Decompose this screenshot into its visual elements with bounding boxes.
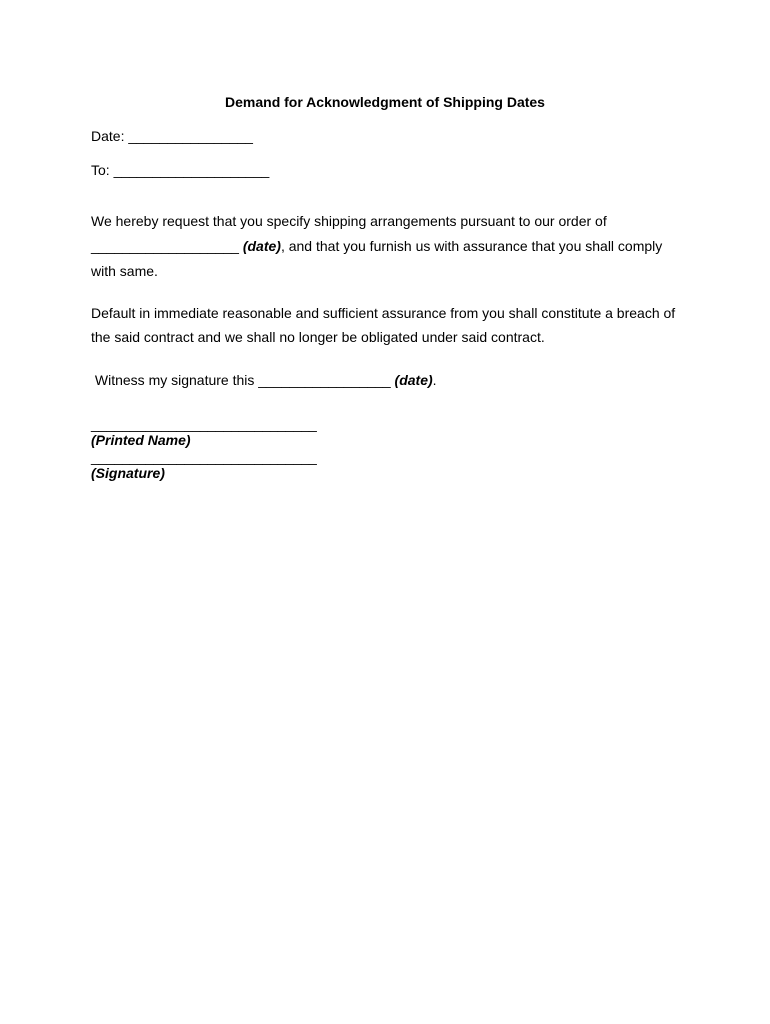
paragraph-1-line-3: with same.	[91, 263, 158, 279]
paragraph-2-line-2: the said contract and we shall no longer be obligated under said contract.	[91, 329, 545, 345]
paragraph-1-line-1: We hereby request that you specify shipping arrangements pursuant to our order of	[91, 213, 607, 229]
paragraph-1-line-2-rest: , and that you furnish us with assurance that you shall comply	[280, 238, 663, 254]
order-date-label: (date)	[242, 238, 281, 254]
printed-name-label: (Printed Name)	[91, 432, 191, 448]
date-line: Date: ________________	[91, 128, 253, 144]
printed-name-blank: _____________________________	[91, 416, 317, 432]
document-title: Demand for Acknowledgment of Shipping Dates	[225, 94, 545, 110]
signature-label: (Signature)	[91, 465, 165, 481]
witness-line	[91, 372, 437, 389]
witness-text: Witness my signature this _________________	[91, 372, 395, 388]
paragraph-1-line-2	[91, 238, 662, 255]
order-date-blank: ___________________	[91, 238, 243, 254]
to-line: To: ____________________	[91, 162, 270, 178]
witness-period: .	[432, 372, 437, 388]
paragraph-2-line-1: Default in immediate reasonable and sufficient assurance from you shall constitute a breach of	[91, 305, 676, 321]
witness-date-label: (date)	[394, 372, 433, 388]
signature-blank: _____________________________	[91, 449, 317, 465]
